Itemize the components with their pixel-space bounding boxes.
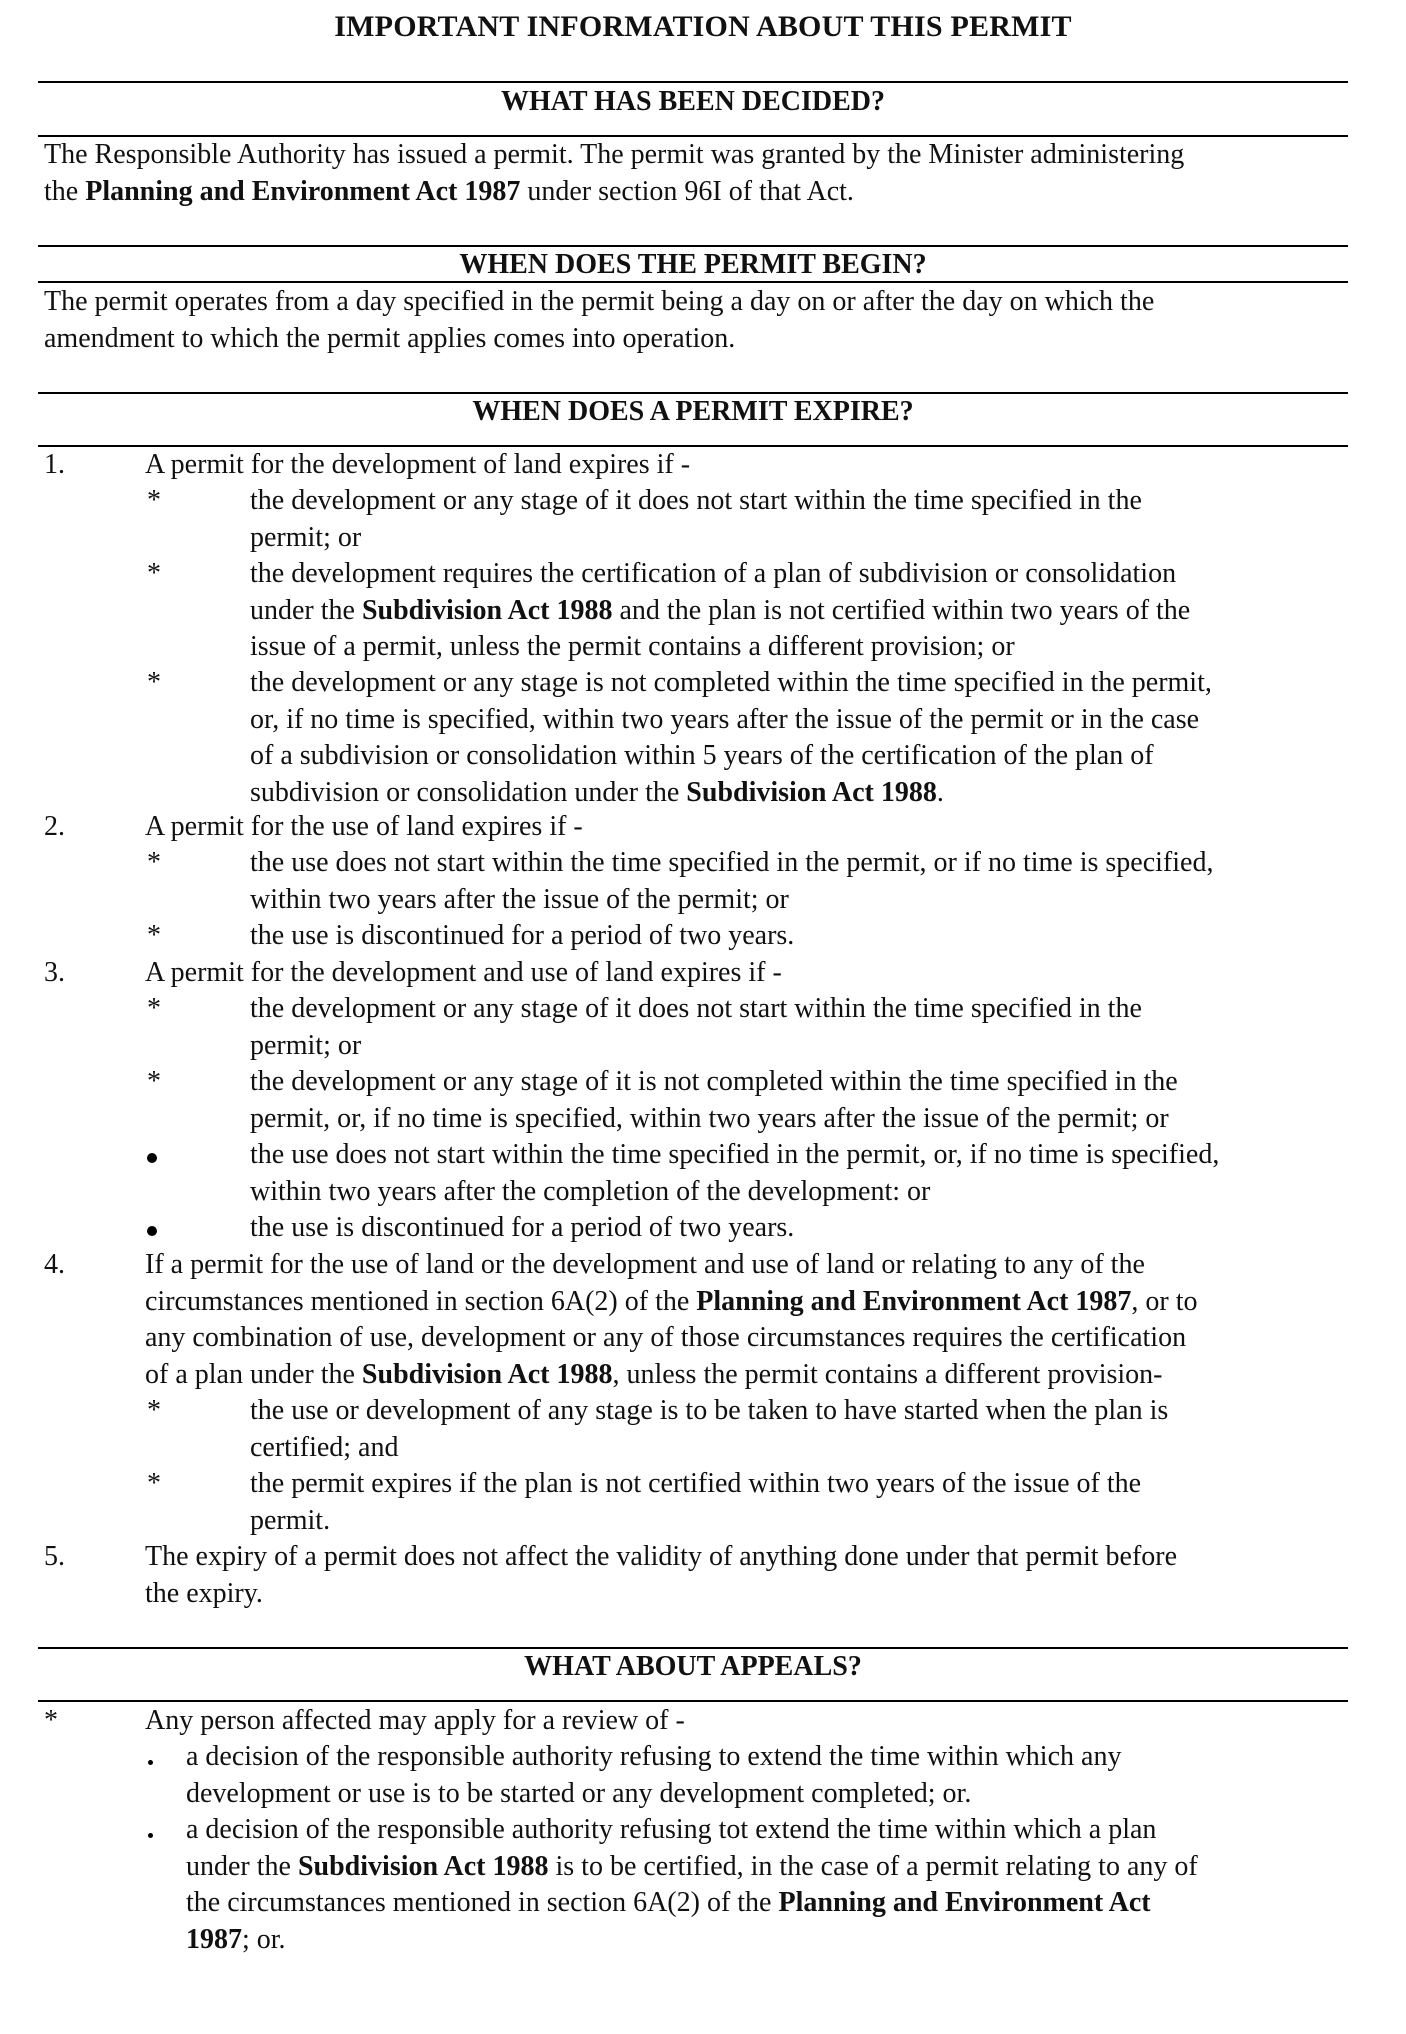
section-rule [38, 1700, 1348, 1702]
line: the use is discontinued for a period of two years. [250, 920, 795, 951]
text-run: circumstances mentioned in section 6A(2) of the [145, 1285, 697, 1317]
line [145, 1357, 1345, 1394]
text-run: the circumstances mentioned in section 6A(2) of the [186, 1887, 779, 1918]
heading-appeals: WHAT ABOUT APPEALS? [524, 1651, 862, 1682]
asterisk-marker: * [147, 558, 161, 589]
act-name: Subdivision Act 1988 [686, 776, 937, 808]
begin-line: The permit operates from a day specified in the permit being a day on or after the day on which the [44, 286, 1155, 317]
sub-item-text [250, 991, 1345, 1064]
asterisk-marker: * [147, 1066, 161, 1097]
bullet-dot [148, 1833, 153, 1838]
decided-line [44, 174, 1344, 211]
line: within two years after the completion of the development: or [250, 1175, 931, 1207]
decided-paragraph [44, 137, 1344, 210]
text-run: is to be certified, in the case of a permit relating to any of [548, 1850, 1198, 1882]
line: permit; or [250, 521, 362, 553]
line: The expiry of a permit does not affect the validity of anything done under that permit before [145, 1541, 1178, 1572]
line: the expiry. [145, 1577, 263, 1609]
line: the development requires the certification of a plan of subdivision or consolidation [250, 558, 1177, 589]
bullet-marker [147, 1210, 177, 1247]
heading-expire: WHEN DOES A PERMIT EXPIRE? [472, 396, 914, 427]
line: within two years after the issue of the permit; or [250, 883, 789, 915]
begin-line: amendment to which the permit applies comes into operation. [44, 322, 736, 354]
asterisk-marker: * [147, 1395, 161, 1426]
item-number: 5. [44, 1541, 65, 1572]
act-name: Planning and Environment Act 1987 [85, 175, 521, 207]
line: the development or any stage of it does not start within the time specified in the [250, 993, 1142, 1024]
line [145, 1284, 1345, 1321]
item-number: 4. [44, 1249, 65, 1280]
sub-item-text [250, 665, 1345, 811]
sub-item-text [250, 556, 1345, 666]
item-text: A permit for the development and use of land expires if - [145, 957, 782, 988]
item-text [145, 1539, 1345, 1612]
line: the use does not start within the time specified in the permit, or, if no time is specified, [250, 1139, 1220, 1170]
bullet-dot [147, 1226, 157, 1236]
act-name: Planning and Environment Act [778, 1887, 1151, 1918]
asterisk-marker: * [147, 847, 161, 878]
line [250, 775, 1345, 812]
act-name: Subdivision Act 1988 [361, 1358, 613, 1390]
section-rule [38, 81, 1348, 83]
text-run: under the [250, 594, 362, 626]
asterisk-marker: * [147, 1468, 161, 1499]
text-run: ; or. [242, 1923, 286, 1955]
item-text: Any person affected may apply for a review of - [145, 1705, 685, 1736]
line: permit, or, if no time is specified, within two years after the issue of the permit; or [250, 1102, 1169, 1134]
line: the development or any stage of it does not start within the time specified in the [250, 485, 1142, 516]
line: a decision of the responsible authority refusing to extend the time within which any [186, 1741, 1122, 1772]
sub-item-text [250, 483, 1345, 556]
line: the permit expires if the plan is not certified within two years of the issue of the [250, 1468, 1142, 1499]
line: a decision of the responsible authority refusing tot extend the time within which a plan [186, 1814, 1157, 1845]
document-title: IMPORTANT INFORMATION ABOUT THIS PERMIT [334, 10, 1072, 43]
bullet-dot [148, 1760, 153, 1765]
text-run: under the [186, 1850, 298, 1882]
line [186, 1922, 1346, 1959]
text-run: the [44, 175, 86, 207]
bullet-marker [148, 1812, 153, 1849]
sub-item-text [250, 1393, 1345, 1466]
line: the use is discontinued for a period of two years. [250, 1212, 795, 1243]
line: certified; and [250, 1431, 399, 1463]
item-text [145, 1247, 1345, 1393]
decided-line: The Responsible Authority has issued a permit. The permit was granted by the Minister administering [44, 139, 1185, 170]
text-run: subdivision or consolidation under the [250, 776, 687, 808]
sub-item-text [250, 845, 1345, 918]
item-number: 3. [44, 957, 65, 988]
line: any combination of use, development or any of those circumstances requires the certification [145, 1322, 1187, 1353]
item-text: A permit for the development of land expires if - [145, 449, 691, 480]
line: development or use is to be started or any development completed; or. [186, 1777, 972, 1809]
line: the development or any stage of it is not completed within the time specified in the [250, 1066, 1178, 1097]
asterisk-marker: * [44, 1705, 58, 1736]
sub-item-text [250, 1064, 1345, 1137]
act-name: Planning and Environment Act 1987 [696, 1285, 1132, 1317]
section-rule [38, 245, 1348, 247]
sub-item-text [250, 1466, 1345, 1539]
sub-item-text [186, 1739, 1346, 1812]
text-run: under section 96I of that Act. [520, 175, 854, 207]
line: the development or any stage is not completed within the time specified in the permit, [250, 667, 1212, 698]
line [250, 593, 1345, 630]
section-rule [38, 281, 1348, 283]
sub-item-text [250, 918, 1345, 955]
item-number: 2. [44, 811, 65, 842]
bullet-marker [147, 1137, 177, 1174]
heading-decided: WHAT HAS BEEN DECIDED? [500, 86, 886, 117]
section-rule [38, 1647, 1348, 1649]
item-number: 1. [44, 449, 65, 480]
bullet-marker [148, 1739, 153, 1776]
begin-paragraph [44, 284, 1344, 357]
line: permit. [250, 1504, 331, 1536]
line: the use does not start within the time specified in the permit, or if no time is specified, [250, 847, 1214, 878]
act-name: Subdivision Act 1988 [361, 594, 613, 626]
text-run: , unless the permit contains a different provision- [612, 1358, 1163, 1390]
line: permit; or [250, 1029, 362, 1061]
asterisk-marker: * [147, 993, 161, 1024]
line: the use or development of any stage is to be taken to have started when the plan is [250, 1395, 1169, 1426]
act-name: Subdivision Act 1988 [297, 1850, 549, 1882]
sub-item-text [250, 1137, 1345, 1210]
text-run: of a plan under the [145, 1358, 362, 1390]
item-text: A permit for the use of land expires if - [145, 811, 583, 842]
line: If a permit for the use of land or the development and use of land or relating to any of the [145, 1249, 1145, 1280]
line [186, 1849, 1346, 1886]
text-run: , or to [1131, 1285, 1198, 1317]
sub-item-text [250, 1210, 1345, 1247]
text-run: . [936, 776, 944, 808]
asterisk-marker: * [147, 667, 161, 698]
sub-item-text [186, 1812, 1346, 1958]
bullet-dot [147, 1153, 157, 1163]
act-name: 1987 [186, 1923, 242, 1955]
text-run: and the plan is not certified within two years of the [612, 594, 1191, 626]
asterisk-marker: * [147, 485, 161, 516]
line [186, 1885, 1346, 1922]
section-rule [38, 392, 1348, 394]
asterisk-marker: * [147, 920, 161, 951]
line: or, if no time is specified, within two years after the issue of the permit or in the case [250, 703, 1200, 735]
heading-begin: WHEN DOES THE PERMIT BEGIN? [459, 249, 927, 280]
line: of a subdivision or consolidation within 5 years of the certification of the plan of [250, 740, 1154, 771]
line: issue of a permit, unless the permit contains a different provision; or [250, 631, 1015, 662]
